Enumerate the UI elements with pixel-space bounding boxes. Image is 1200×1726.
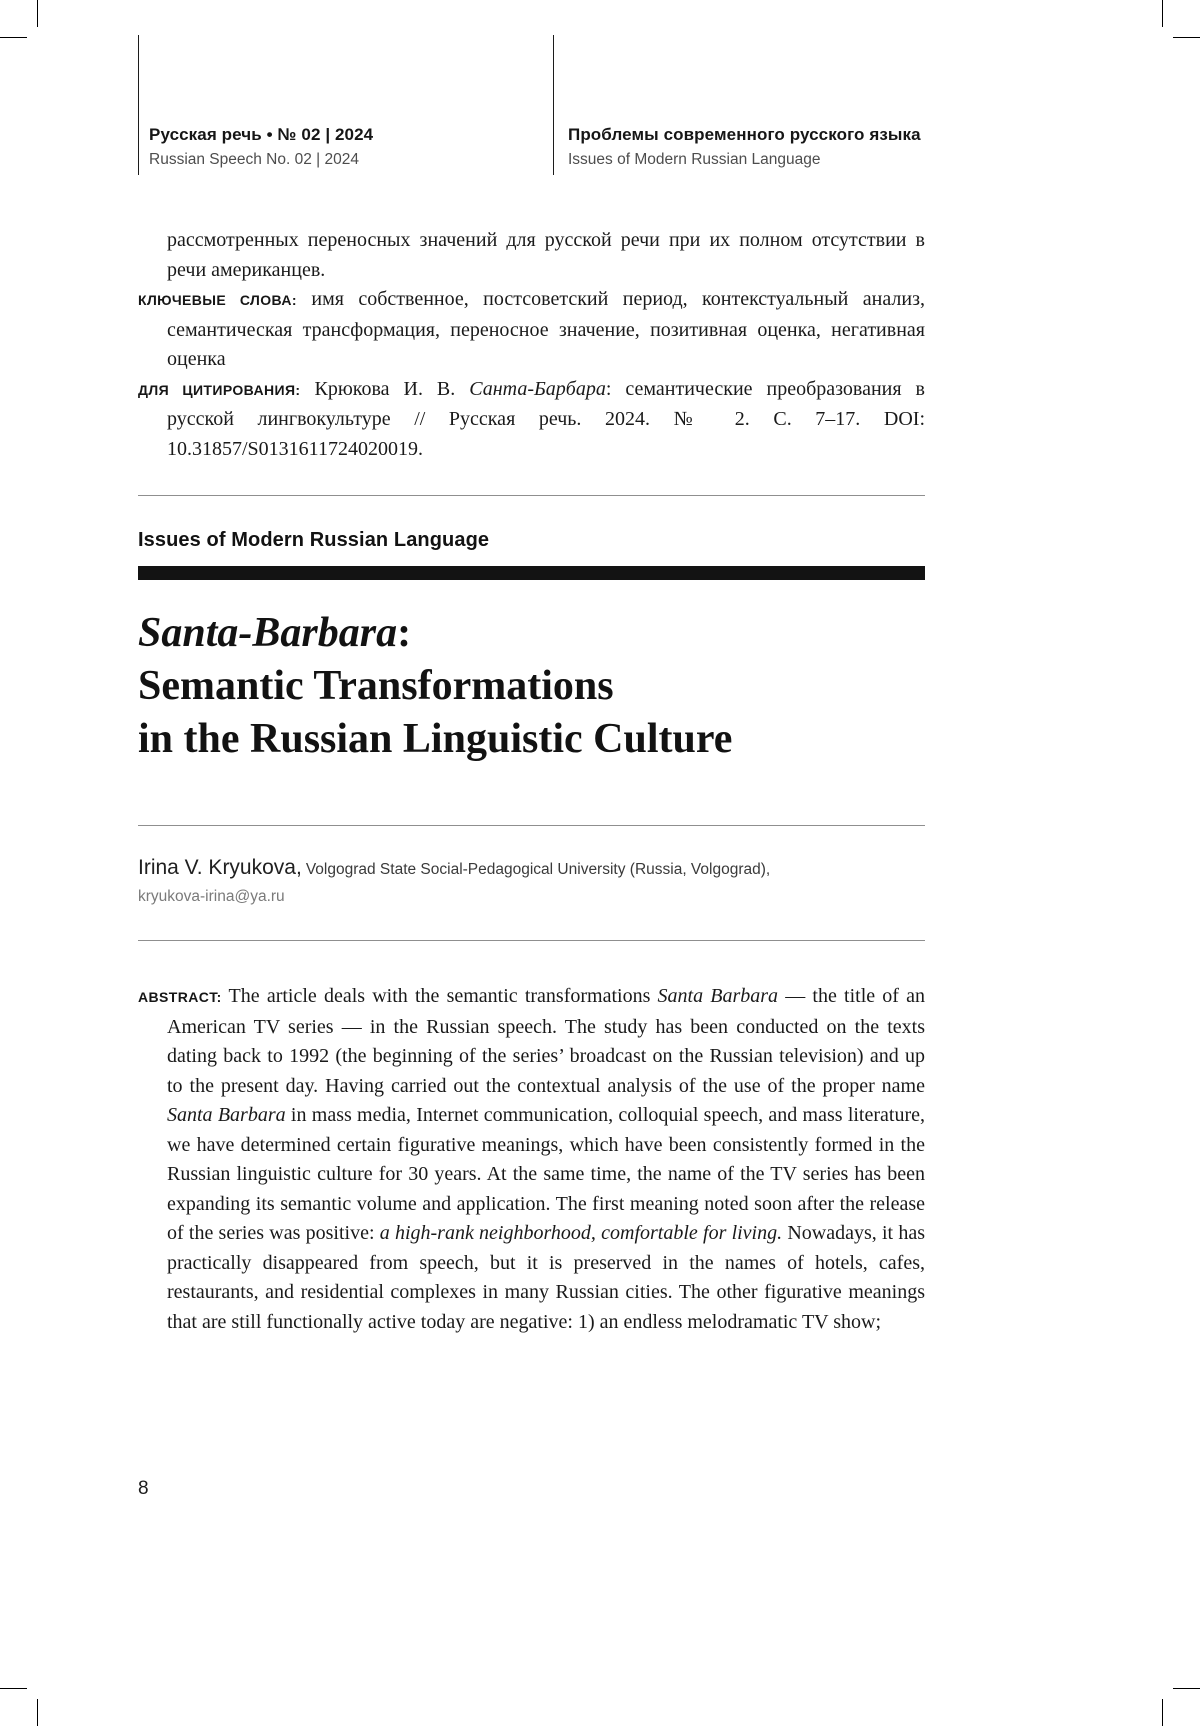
- citation-label: ДЛЯ ЦИТИРОВАНИЯ:: [138, 381, 301, 398]
- article-title: [138, 607, 925, 766]
- citation-text-2: : семантические преобразования в русской лингвокультуре // Русская речь. 2024. № 2. С. 7–17. DOI: 10.31857/S0131611724020019.: [167, 377, 925, 460]
- article-title-italic: Santa-Barbara: [138, 610, 398, 656]
- abstract-paragraph: [138, 982, 925, 1337]
- article-title-line-2: Semantic Transformations: [138, 663, 614, 709]
- running-head: [138, 35, 925, 175]
- running-head-journal: [138, 35, 553, 175]
- author-email: kryukova-irina@ya.ru: [138, 888, 285, 905]
- crop-mark-bottom-left-vertical: [37, 1699, 38, 1726]
- section-heading: Issues of Modern Russian Language: [138, 529, 490, 551]
- journal-title-ru: Русская речь • № 02 | 2024: [149, 125, 374, 144]
- citation-block: [138, 375, 925, 465]
- citation-text-italic: Санта-Барбара: [469, 377, 606, 400]
- section-bar: [138, 566, 925, 580]
- abstract-run-2-italic: Santa Barbara: [657, 985, 779, 1007]
- running-head-section: [553, 35, 925, 175]
- section-title-ru: Проблемы современного русского языка: [568, 125, 921, 144]
- page-number-block: [138, 1478, 149, 1500]
- divider-above-abstract: [138, 940, 925, 941]
- keywords-label: КЛЮЧЕВЫЕ СЛОВА:: [138, 292, 297, 308]
- abstract-block: [138, 982, 925, 1337]
- author-line: [138, 856, 925, 880]
- journal-title-en: Russian Speech No. 02 | 2024: [149, 151, 359, 168]
- article-title-colon: :: [397, 610, 412, 656]
- crop-mark-top-right-vertical: [1162, 0, 1163, 27]
- keywords-text: имя собственное, постсоветский период, контекстуальный анализ, семантическая трансформация, переносное значение, позитивная оценка, негативная оценка: [167, 288, 926, 370]
- abstract-run-7: Nowadays, it has practically disappeared from speech, but it is preserved in the names of hotels, cafes, restaurants, and residential complexes in many Russian cities. The other figurative meanings that are still functionally active today are negative: 1) an endless melodramatic TV show;: [167, 1222, 925, 1333]
- abstract-run-6-italic: a high-rank neighborhood, comfortable for living.: [379, 1222, 783, 1244]
- front-matter: [138, 226, 925, 464]
- page-number: 8: [138, 1478, 149, 1499]
- section-title-en: Issues of Modern Russian Language: [568, 151, 821, 168]
- abstract-run-4-italic: Santa Barbara: [167, 1104, 286, 1126]
- section-heading-block: [138, 529, 925, 552]
- crop-mark-bottom-right-horizontal: [1173, 1688, 1200, 1689]
- article-title-line-1: [138, 607, 925, 660]
- crop-mark-bottom-right-vertical: [1162, 1699, 1163, 1726]
- continuation-paragraph: рассмотренных переносных значений для русской речи при их полном отсутствии в речи американцев.: [167, 229, 925, 281]
- abstract-run-1: The article deals with the semantic transformations: [228, 985, 658, 1007]
- divider-above-author: [138, 825, 925, 826]
- author-name: Irina V. Kryukova,: [138, 856, 302, 879]
- citation-text-1: Крюкова И. В.: [314, 377, 470, 400]
- crop-mark-top-left-vertical: [37, 0, 38, 27]
- divider-above-section: [138, 495, 925, 496]
- crop-mark-top-right-horizontal: [1173, 37, 1200, 38]
- crop-mark-bottom-left-horizontal: [0, 1688, 27, 1689]
- keywords-block: [138, 285, 925, 375]
- crop-mark-top-left-horizontal: [0, 37, 27, 38]
- author-affiliation: Volgograd State Social-Pedagogical University (Russia, Volgograd),: [305, 861, 771, 878]
- author-block: [138, 856, 925, 906]
- abstract-run-3: — the title of an American TV series — in the Russian speech. The study has been conducted on the texts dating back to 1992 (the beginning of the series’ broadcast on the Russian television) and up to the present day. Having carried out the contextual analysis of the use of the proper name: [167, 985, 926, 1097]
- abstract-label: ABSTRACT:: [138, 989, 222, 1005]
- article-title-line-3: in the Russian Linguistic Culture: [138, 716, 733, 762]
- abstract-run-5: in mass media, Internet communication, colloquial speech, and mass literature, we have determined certain figurative meanings, which have been consistently formed in the Russian linguistic culture for 30 years. At the same time, the name of the TV series has been expanding its semantic volume and application. The first meaning noted soon after the release of the series was positive:: [167, 1104, 925, 1244]
